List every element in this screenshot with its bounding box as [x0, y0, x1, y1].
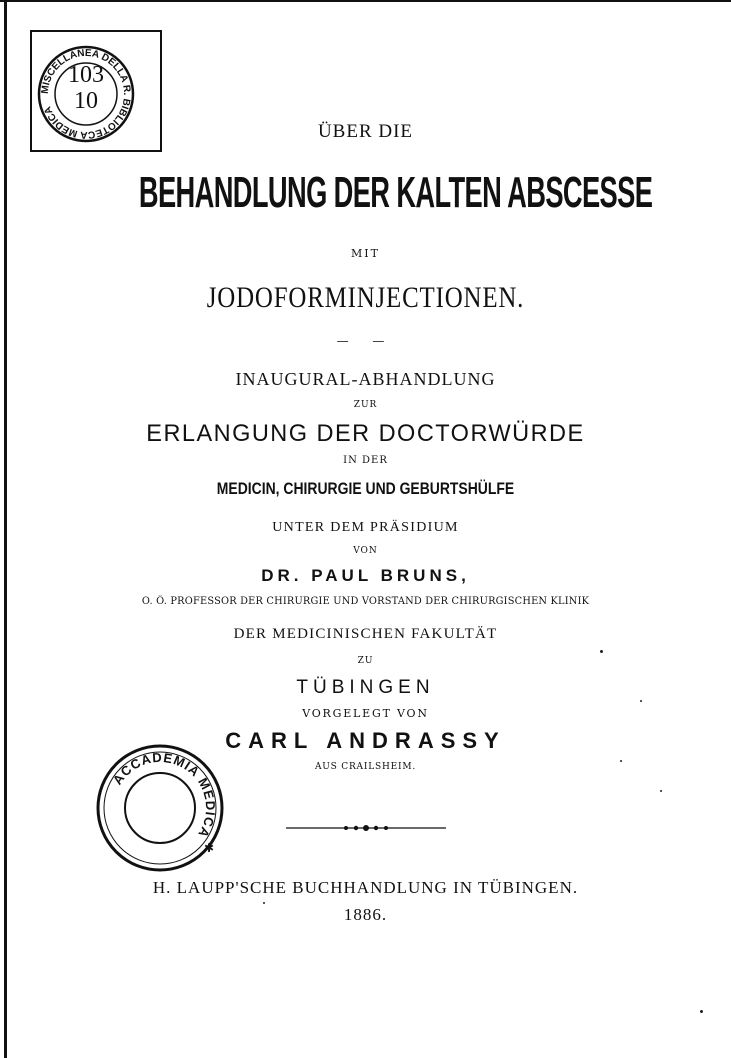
president-name: DR. PAUL BRUNS, — [261, 566, 470, 585]
title-connector: MIT — [351, 247, 380, 260]
svg-text:✱: ✱ — [204, 841, 215, 855]
ornamental-rule — [286, 824, 446, 832]
von-text: VON — [353, 546, 378, 556]
subtitle: JODOFORMINJECTIONEN. — [206, 281, 525, 314]
author-origin: AUS CRAILSHEIM. — [314, 762, 417, 772]
svg-text:MISCELLANEA DELLA R. BIBLIOTEC: MISCELLANEA DELLA R. BIBLIOTECA MEDICA — [39, 47, 133, 141]
scan-speck — [640, 700, 642, 702]
svg-text:ACCADEMIA MEDICA: ACCADEMIA MEDICA — [109, 749, 219, 841]
city-name: TÜBINGEN — [296, 677, 435, 698]
scan-speck — [620, 760, 622, 762]
publication-year: 1886. — [343, 905, 388, 924]
scan-speck — [600, 650, 603, 653]
publisher-line: H. LAUPP'SCHE BUCHHANDLUNG IN TÜBINGEN. — [152, 878, 579, 897]
library-stamp-number-2: 10 — [74, 88, 98, 114]
faculty-line: DER MEDICINISCHEN FAKULTÄT — [233, 626, 498, 642]
presented-by: VORGELEGT VON — [302, 707, 429, 720]
title-prefix: ÜBER DIE — [317, 121, 414, 142]
in-der-text: IN DER — [343, 455, 388, 466]
professor-title: O. Ö. PROFESSOR DER CHIRURGIE UND VORSTAND DER CHIRURGISCHEN KLINIK — [141, 596, 590, 607]
zur-text: ZUR — [353, 400, 378, 410]
zu-text: ZU — [357, 656, 374, 666]
scan-speck — [660, 790, 662, 792]
scan-speck — [263, 902, 265, 904]
main-title: BEHANDLUNG DER KALTEN ABSCESSE — [138, 168, 653, 217]
degree-line: ERLANGUNG DER DOCTORWÜRDE — [146, 420, 585, 447]
faculties-line: MEDICIN, CHIRURGIE UND GEBURTSHÜLFE — [216, 479, 515, 498]
page-edge-top — [0, 0, 731, 2]
academy-stamp — [94, 742, 226, 874]
scan-speck — [700, 1010, 703, 1013]
library-stamp-number-1: 103 — [68, 62, 104, 88]
author-name: CARL ANDRASSY — [225, 728, 506, 753]
thesis-type: INAUGURAL-ABHANDLUNG — [235, 369, 496, 389]
presidium-line: UNTER DEM PRÄSIDIUM — [272, 520, 459, 535]
separator: — — — [336, 334, 395, 348]
